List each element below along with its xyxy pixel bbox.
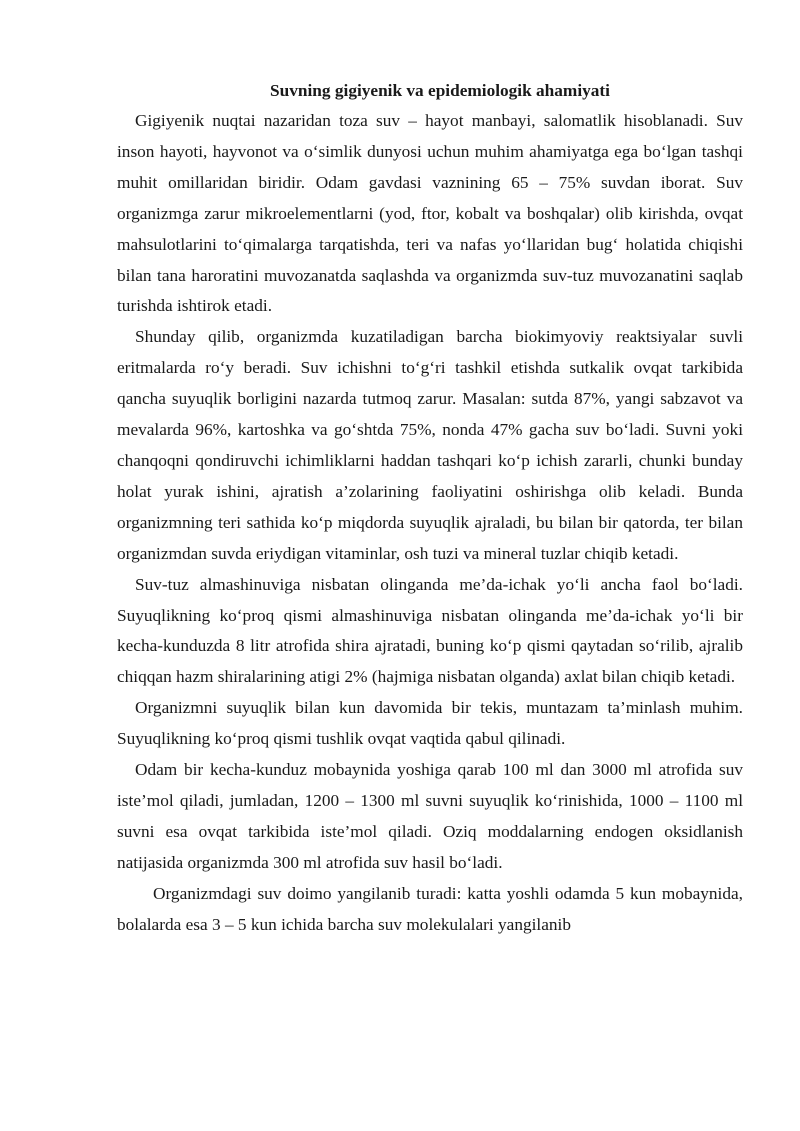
document-title: Suvning gigiyenik va epidemiologik ahamiyati [270,81,610,100]
paragraph-6: Organizmdagi suv doimo yangilanib turadi: katta yoshli odamda 5 kun mobaynida, bolalarda esa 3 – 5 kun ichida barcha suv molekulalari yangilanib [117,883,743,934]
paragraph-1: Gigiyenik nuqtai nazaridan toza suv – hayot manbayi, salomatlik hisoblanadi. Suv inson hayoti, hayvonot va o‘simlik dunyosi uchun muhim ahamiyatga ega bo‘lgan tashqi muhit omillaridan biridir. Odam gavdasi vaznining 65 – 75% suvdan iborat. Suv organizmga zarur mikroelementlarni (yod, ftor, kobalt va boshqalar) olib kirishda, ovqat mahsulotlarini to‘qimalarga tarqatishda, teri va nafas yo‘llaridan bug‘ holatida chiqishi bilan tana haroratini muvozanatda saqlashda va organizmda suv-tuz muvozanatini saqlab turishda ishtirok etadi. [117,111,743,316]
paragraph-4: Organizmni suyuqlik bilan kun davomida bir tekis, muntazam ta’minlash muhim. Suyuqlikning ko‘proq qismi tushlik ovqat vaqtida qabul qilinadi. [117,698,743,749]
paragraph-2: Shunday qilib, organizmda kuzatiladigan barcha biokimyoviy reaktsiyalar suvli eritmalarda ro‘y beradi. Suv ichishni to‘g‘ri tashkil etishda sutkalik ovqat tarkibida qancha suyuqlik borligini nazarda tutmoq zarur. Masalan: sutda 87%, yangi sabzavot va mevalarda 96%, kartoshka va go‘shtda 75%, nonda 47% gacha suv bo‘ladi. Suvni yoki chanqoqni qondiruvchi ichimliklarni haddan tashqari ko‘p ichish zararli, chunki bunday holat yurak ishini, ajratish a’zolarining faoliyatini oshirishga olib keladi. Bunda organizmning teri sathida ko‘p miqdorda suyuqlik ajraladi, bu bilan bir qatorda, ter bilan organizmdan suvda eriydigan vitaminlar, osh tuzi va mineral tuzlar chiqib ketadi. [117,327,743,563]
paragraph-5: Odam bir kecha-kunduz mobaynida yoshiga qarab 100 ml dan 3000 ml atrofida suv iste’mol qiladi, jumladan, 1200 – 1300 ml suvni suyuqlik ko‘rinishida, 1000 – 1100 ml suvni esa ovqat tarkibida iste’mol qiladi. Oziq moddalarning endogen oksidlanish natijasida organizmda 300 ml atrofida suv hasil bo‘ladi. [117,760,743,872]
paragraph-3: Suv-tuz almashinuviga nisbatan olinganda me’da-ichak yo‘li ancha faol bo‘ladi. Suyuqlikning ko‘proq qismi almashinuviga nisbatan olinganda me’da-ichak yo‘li bir kecha-kunduzda 8 litr atrofida shira ajratadi, buning ko‘p qismi qaytadan so‘rilib, ajralib chiqqan hazm shiralarining atigi 2% (hajmiga nisbatan olganda) axlat bilan chiqib ketadi. [117,574,743,687]
document-page [117,76,743,940]
